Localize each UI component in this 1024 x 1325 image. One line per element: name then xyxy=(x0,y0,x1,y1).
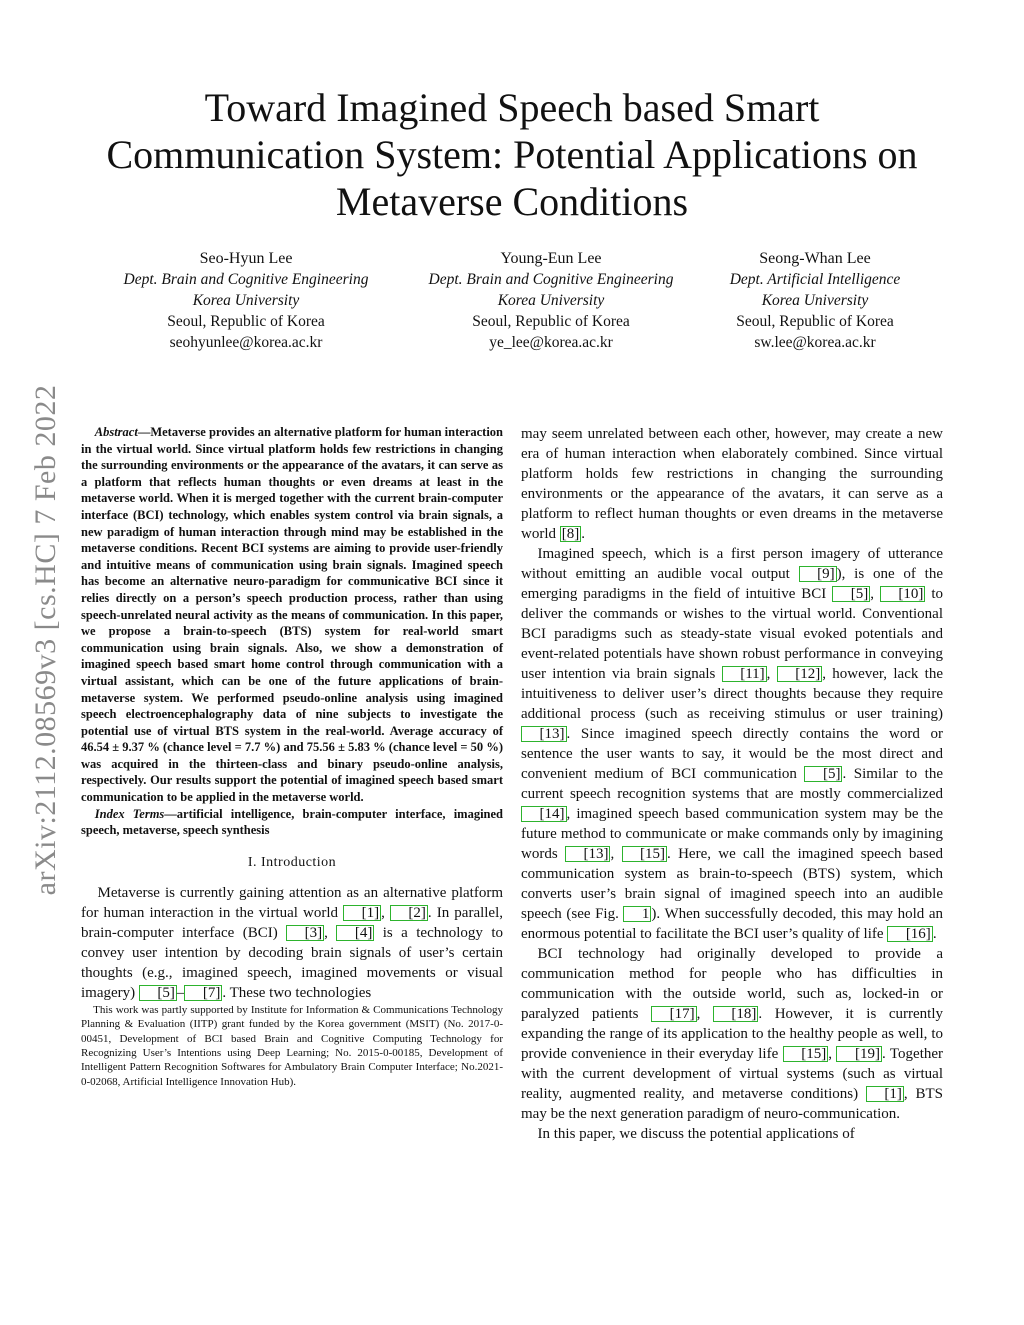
author-3 xyxy=(655,248,975,353)
intro-paragraph: Metaverse is currently gaining attention as an alternative platform for human interaction in the virtual world [1] , [2] . In parallel, brain-computer interface (BCI) [3] , [4] is a technology to convey user intention by decoding brain signals of user’s certain thoughts (e.g., imagined speech, imagined movements or visual imagery) [5] – [7] . These two technologies xyxy=(81,884,504,1001)
author-email[interactable]: sw.lee@korea.ac.kr xyxy=(754,334,876,351)
author-university: Korea University xyxy=(192,292,300,309)
author-location: Seoul, Republic of Korea xyxy=(167,313,325,330)
citation-link[interactable]: [19] xyxy=(836,1046,882,1062)
citation-link[interactable]: [7] xyxy=(184,985,222,1001)
citation-link[interactable]: [8] xyxy=(561,526,580,542)
author-dept: Dept. Brain and Cognitive Engineering xyxy=(123,271,369,288)
author-name: Young-Eun Lee xyxy=(500,250,602,267)
citation-link[interactable]: [9] xyxy=(799,566,837,582)
citation-link[interactable]: [16] xyxy=(887,926,933,942)
body-paragraph: In this paper, we discuss the potential applications of xyxy=(537,1126,855,1142)
index-terms-label: Index Terms xyxy=(94,806,165,821)
body-paragraph: BCI technology had originally developed to provide a communication method for people who has difficulties in communication with the outside world, such as, locked-in or paralyzed patients [17] , [18] . However, it is currently expanding the range of its application to the healthy people as well, to provide convenience in their everyday life [15] , [19] . Together with the current development of virtual systems (such as virtual reality, augmented reality, and metaverse conditions) [1] , BTS may be the next generation paradigm of neuro-communication. xyxy=(521,946,944,1122)
left-column xyxy=(81,424,503,1089)
author-email[interactable]: seohyunlee@korea.ac.kr xyxy=(169,334,323,351)
section-heading-introduction: I. Introduction xyxy=(247,854,337,870)
author-location: Seoul, Republic of Korea xyxy=(472,313,630,330)
body-paragraph: Imagined speech, which is a first person imagery of utterance without emitting an audible vocal output [9] ), is one of the emerging paradigms in the field of intuitive BCI [5] , [10] to deliver the commands or wishes to the virtual world. Conventional BCI paradigms such as steady-state visual evoked potentials and event-related potentials have shown robust performance in conveying user intention via brain signals [11] , [12] , however, lack the intuitiveness to deliver user’s direct thoughts because they require additional process (such as receiving stimulus or user training) [13] . Since imagined speech directly contains the word or sentence the user wants to say, it would be the most direct and convenient medium of BCI communication [5] . Similar to the current speech recognition systems that are mostly commercialized [14] , imagined speech based communication system may be the future method to communicate or make commands only by imagining words [13] , [15] . Here, we call the imagined speech based communication system as brain-to-speech (BTS) system, which converts user’s brain signal of imagined speech into an audible speech (see Fig. 1 ). When successfully decoded, this may hold an enormous potential to facilitate the BCI user’s quality of life [16] . xyxy=(521,546,944,942)
citation-link[interactable]: [18] xyxy=(713,1006,759,1022)
figure-link[interactable]: 1 xyxy=(623,906,651,922)
citation-link[interactable]: [5] xyxy=(832,586,870,602)
author-university: Korea University xyxy=(497,292,605,309)
citation-link[interactable]: [1] xyxy=(866,1086,904,1102)
abstract xyxy=(81,424,503,806)
funding-footnote: This work was partly supported by Institute for Information & Communications Technology Planning & Evaluation (IITP) grant funded by the Korea government (MSIT) (No. 2017-0-00451, Development of BCI based Brain and Cognitive Computing Technology for Recognizing User’s Intentions using Deep Learning; No. 2015-0-00185, Development of Intelligent Pattern Recognition Softwares for Ambulatory Brain Computer Interface; No.2021-0-02068, Artificial Intelligence Innovation Hub). xyxy=(81,1003,503,1088)
index-terms-text: —artificial intelligence, brain-computer interface, imagined speech, metaverse, speech synthesis xyxy=(81,806,503,838)
author-name: Seong-Whan Lee xyxy=(759,250,871,267)
right-column xyxy=(521,424,943,1144)
author-1 xyxy=(86,248,406,353)
author-name: Seo-Hyun Lee xyxy=(199,250,293,267)
citation-link[interactable]: [12] xyxy=(777,666,823,682)
author-university: Korea University xyxy=(761,292,869,309)
author-location: Seoul, Republic of Korea xyxy=(736,313,894,330)
citation-link[interactable]: [4] xyxy=(336,925,374,941)
citation-link[interactable]: [5] xyxy=(139,985,177,1001)
author-email[interactable]: ye_lee@korea.ac.kr xyxy=(489,334,613,351)
citation-link[interactable]: [3] xyxy=(286,925,324,941)
citation-link[interactable]: [14] xyxy=(521,806,567,822)
author-dept: Dept. Artificial Intelligence xyxy=(729,271,901,288)
paper-title: Toward Imagined Speech based Smart Communication System: Potential Applications on Metaverse Conditions xyxy=(106,85,918,224)
body-paragraph: may seem unrelated between each other, however, may create a new era of human interaction when elaborately combined. Since virtual platform holds few restrictions in changing the surrounding environments or the appearance of the avatars, it can serve as a platform to reflect human thoughts or even dreams in the metaverse world [8] . xyxy=(521,426,943,542)
citation-link[interactable]: [10] xyxy=(880,586,926,602)
index-terms xyxy=(81,806,503,839)
abstract-label: Abstract xyxy=(94,425,138,439)
abstract-text: —Metaverse provides an alternative platform for human interaction in the virtual world. Since virtual platform holds few restrictions in changing the surrounding environments or the appearance of the avatars, it can serve as a platform that reflects human thoughts or even dreams at least in the metaverse world. When it is merged together with the current brain-computer interface (BCI) technology, which enables system control via brain signals, a new paradigm of human interaction through mind may be established in the metaverse conditions. Recent BCI systems are aiming to provide user-friendly and intuitive means of communication using brain signals. Imagined speech has become an alternative neuro-paradigm for communicative BCI since it relies directly on a person’s speech production process, rather than using speech-unrelated neural activity as the means of communication. In this paper, we propose a brain-to-speech (BTS) system for real-world smart communication using brain signals. Also, we show a demonstration of imagined speech based smart home control through communication with a virtual assistant, which can be one of the future applications of brain-metaverse system. We performed pseudo-online analysis using imagined speech electroencephalography data of nine subjects to investigate the potential use of virtual BTS system in the real-world. Average accuracy of 46.54 ± 9.37 % (chance level = 7.7 %) and 75.56 ± 5.83 % (chance level = 50 %) was acquired in the thirteen-class and binary pseudo-online analysis, respectively. Our results support the potential of imagined speech based smart communication to be applied in the metaverse world. xyxy=(81,425,503,805)
citation-link[interactable]: [15] xyxy=(622,846,668,862)
citation-link[interactable]: [13] xyxy=(521,726,567,742)
arxiv-stamp: arXiv:2112.08569v3 [cs.HC] 7 Feb 2022 xyxy=(29,384,62,896)
citation-link[interactable]: [11] xyxy=(722,666,767,682)
citation-link[interactable]: [13] xyxy=(565,846,611,862)
author-dept: Dept. Brain and Cognitive Engineering xyxy=(428,271,674,288)
citation-link[interactable]: [17] xyxy=(651,1006,697,1022)
citation-link[interactable]: [2] xyxy=(390,905,428,921)
citation-link[interactable]: [15] xyxy=(783,1046,829,1062)
citation-link[interactable]: [1] xyxy=(343,905,381,921)
citation-link[interactable]: [5] xyxy=(804,766,842,782)
